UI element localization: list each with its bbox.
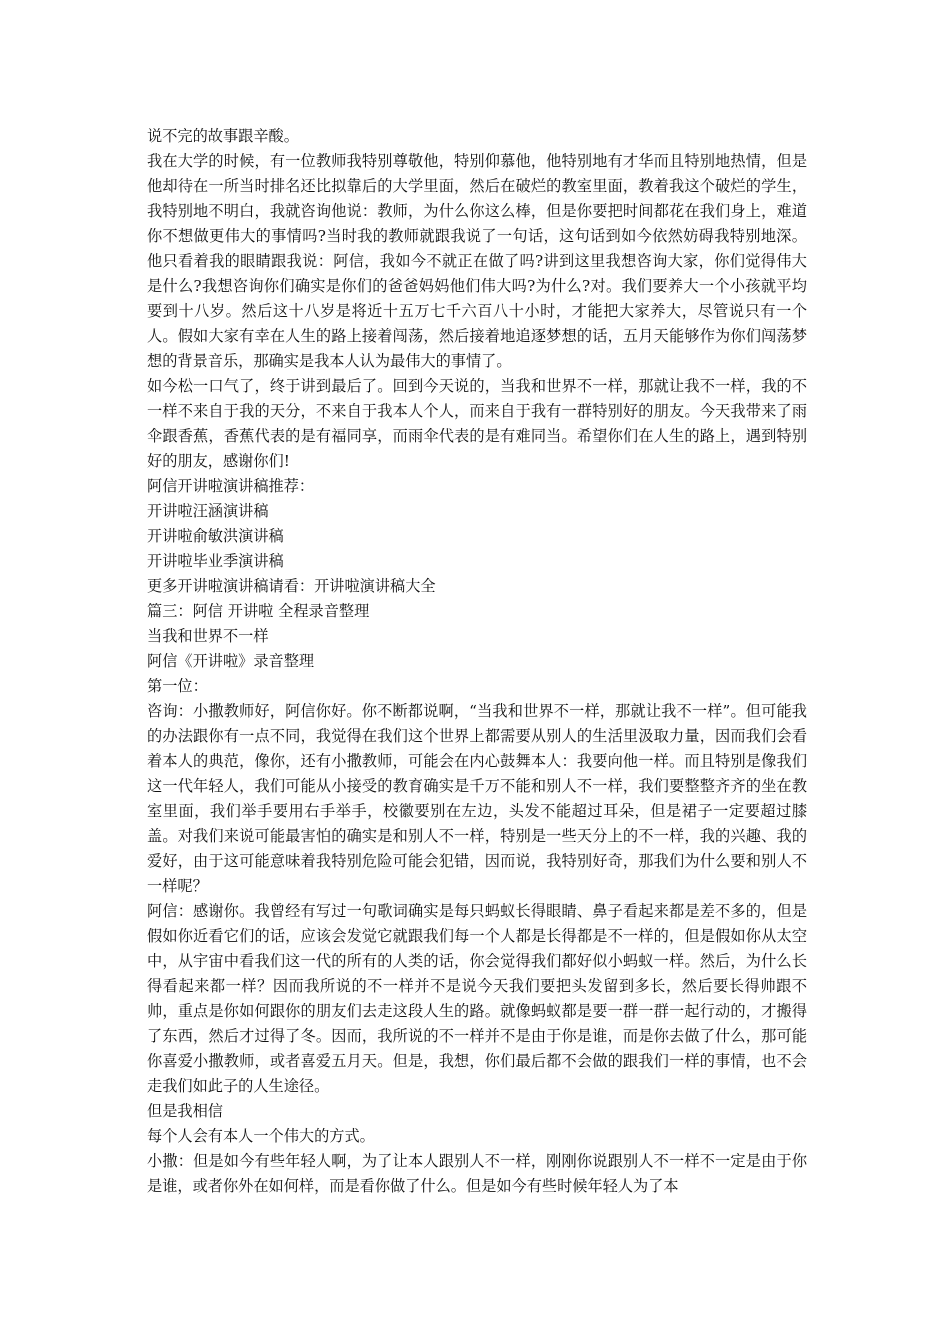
recommend-more: 更多开讲啦演讲稿请看：开讲啦演讲稿大全 <box>147 577 436 595</box>
section-subtitle: 阿信《开讲啦》录音整理 <box>147 652 315 670</box>
paragraph: 小撒：但是如今有些年轻人啊，为了让本人跟别人不一样，刚刚你说跟别人不一样不一定是由于你是谁，或者你外在如何样，而是看你做了什么。但是如今有些时候年轻人为了本 <box>147 1152 807 1195</box>
paragraph: 如今松一口气了，终于讲到最后了。回到今天说的，当我和世界不一样，那就让我不一样，我的不一样不来自于我的天分，不来自于我本人个人，而来自于我有一群特别好的朋友。今天我带来了雨伞跟香蕉，香蕉代表的是有福同享，而雨伞代表的是有难同当。希望你们在人生的路上，遇到特别好的朋友，感谢你们! <box>147 377 807 470</box>
paragraph: 阿信：感谢你。我曾经有写过一句歌词确实是每只蚂蚁长得眼睛、鼻子看起来都是差不多的，但是假如你近看它们的话，应该会发觉它就跟我们每一个人都是长得都是不一样的，但是假如你从太空中，从宇宙中看我们这一代的所有的人类的话，你会觉得我们都好似小蚂蚁一样。然后，为什么长得看起来都一样？因而我所说的不一样并不是说今天我们要把头发留到多长，然后要长得帅跟不帅，重点是你如何跟你的朋友们去走这段人生的路。就像蚂蚁都是要一群一群一起行动的，才搬得了东西，然后才过得了冬。因而，我所说的不一样并不是由于你是谁，而是你去做了什么，那可能你喜爱小撒教师，或者喜爱五月天。但是，我想，你们最后都不会做的跟我们一样的事情，也不会走我们如此子的人生途径。 <box>147 902 807 1095</box>
paragraph: 说不完的故事跟辛酸。 <box>147 127 299 145</box>
paragraph: 我在大学的时候，有一位教师我特别尊敬他，特别仰慕他，他特别地有才华而且特别地热情，但是他却待在一所当时排名还比拟靠后的大学里面，然后在破烂的教室里面，教着我这个破烂的学生，我特别地不明白，我就咨询他说：教师，为什么你这么棒，但是你要把时间都花在我们身上，难道你不想做更伟大的事情吗?当时我的教师就跟我说了一句话，这句话到如今依然妨碍我特别地深。他只看着我的眼睛跟我说：阿信，我如今不就正在做了吗?讲到这里我想咨询大家，你们觉得伟大是什么?我想咨询你们确实是你们的爸爸妈妈他们伟大吗?为什么?对。我们要养大一个小孩就平均要到十八岁。然后这十八岁是将近十五万七千六百八十小时，才能把大家养大，尽管说只有一个人。假如大家有幸在人生的路上接着闯荡，然后接着地追逐梦想的话，五月天能够作为你们闯荡梦想的背景音乐，那确实是我本人认为最伟大的事情了。 <box>147 152 807 370</box>
recommend-item: 开讲啦毕业季演讲稿 <box>147 552 284 570</box>
section-subtitle: 当我和世界不一样 <box>147 627 269 645</box>
recommend-heading: 阿信开讲啦演讲稿推荐： <box>147 477 315 495</box>
recommend-item: 开讲啦俞敏洪演讲稿 <box>147 527 284 545</box>
paragraph: 咨询：小撒教师好，阿信你好。你不断都说啊，“当我和世界不一样，那就让我不一样”。但可能我的办法跟你有一点不同，我觉得在我们这个世界上都需要从别人的生活里汲取力量，因而我们会看着本人的典范，像你，还有小撒教师，可能会在内心鼓舞本人：我要向他一样。而且特别是像我们这一代年轻人，我们可能从小接受的教育确实是千万不能和别人不一样，我们要整整齐齐的坐在教室里面，我们举手要用右手举手，校徽要别在左边，头发不能超过耳朵，但是裙子一定要超过膝盖。对我们来说可能最害怕的确实是和别人不一样，特别是一些天分上的不一样，我的兴趣、我的爱好，由于这可能意味着我特别危险可能会犯错，因而说，我特别好奇，那我们为什么要和别人不一样呢？ <box>147 702 807 895</box>
speaker-label: 第一位： <box>147 677 208 695</box>
recommend-item: 开讲啦汪涵演讲稿 <box>147 502 269 520</box>
document-page <box>147 124 807 1199</box>
paragraph: 但是我相信 <box>147 1102 223 1120</box>
section-heading: 篇三：阿信 开讲啦 全程录音整理 <box>147 602 370 620</box>
paragraph: 每个人会有本人一个伟大的方式。 <box>147 1127 375 1145</box>
